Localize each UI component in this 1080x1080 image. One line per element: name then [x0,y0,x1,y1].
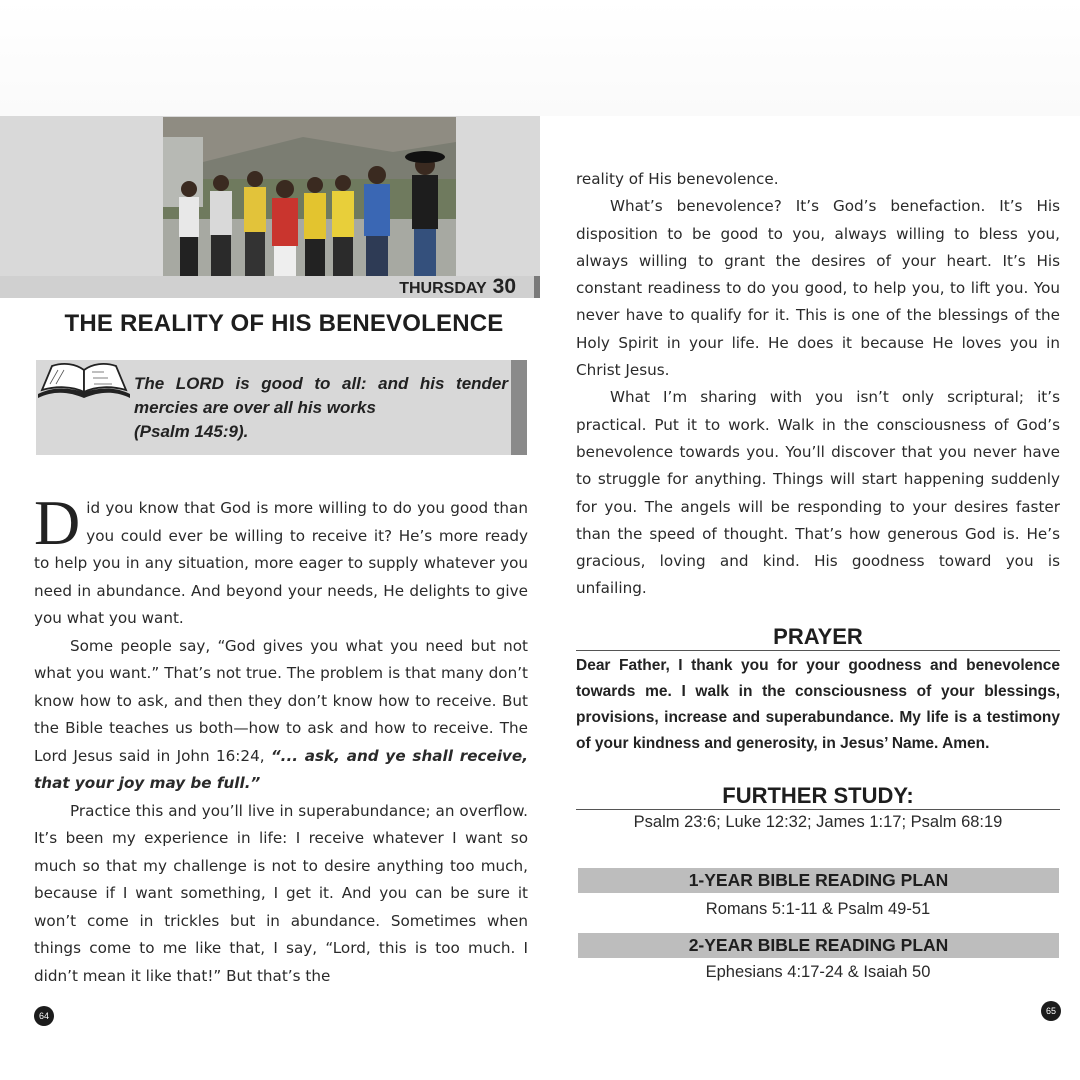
left-body-text [34,487,528,990]
two-year-plan-refs: Ephesians 4:17-24 & Isaiah 50 [705,963,931,981]
paragraph-2-text: Some people say, “God gives you what you need but not what you want.” That’s not true. The problem is that many don’t know how to ask, and then they don’t know how to receive. But the Bible teaches us both—how to ask and how to receive. The Lord Jesus said in John 16:24, [34,636,528,765]
verse-box-accent [511,360,527,455]
day-number: 30 [492,275,516,298]
further-study-refs: Psalm 23:6; Luke 12:32; James 1:17; Psalm 68:19 [633,813,1003,831]
group-photo [163,117,456,277]
right-body-text [576,166,1060,603]
devotional-title: THE REALITY OF HIS BENEVOLENCE [64,310,504,337]
prayer-heading: PRAYER [576,624,1060,651]
two-year-plan-heading: 2-YEAR BIBLE READING PLAN [578,933,1059,958]
verse-box [36,360,527,455]
open-bible-icon [36,360,132,404]
paragraph-5: What I’m sharing with you isn’t only scriptural; it’s practical. Put it to work. Walk in the consciousness of God’s benevolence towards you. You’ll discover that you never have to struggle for anything. Things will start happening suddenly for you. The angels will be responding to your desires faster than the speed of thought. That’s how generous God is. He’s gracious, loving and kind. His goodness toward you is unfailing. [576,388,1060,598]
further-study-heading: FURTHER STUDY: [576,783,1060,810]
one-year-plan-refs: Romans 5:1-11 & Psalm 49-51 [705,900,931,918]
paragraph-3-text: Practice this and you’ll live in superabundance; an overflow. It’s been my experience in life: I receive whatever I want so much so that my challenge is not to desire anything too much, because if I want something, I get it. And you can be sure it won’t come in trickles but in abundance. Sometimes when things come to me like that, I say, “Lord, this is too much. I didn’t mean it like that!” But that’s the [34,801,528,985]
day-band-accent [534,276,540,298]
verse-text [134,372,508,444]
paragraph-3 [34,798,528,991]
page-number-left: 64 [34,1006,54,1026]
paragraph-continued: reality of His benevolence. [576,170,779,188]
scripture-quote: “... ask, and ye shall receive, that your joy may be full.” [34,746,528,792]
one-year-plan-heading: 1-YEAR BIBLE READING PLAN [578,868,1059,893]
page-number-right: 65 [1041,1001,1061,1021]
paragraph-1-text: id you know that God is more willing to do you good than you could ever be willing to receive it? He’s more ready to help you in any situation, more eager to supply whatever you need in abundance. And beyond your needs, He delights to give you what you want. [34,499,528,627]
paragraph-4: What’s benevolence? It’s God’s benefaction. It’s His disposition to be good to you, always willing to bless you, always willing to grant the desires of your heart. It’s His constant readiness to do you good, to help you, to lift you. You never have to qualify for it. This is one of the blessings of the Holy Spirit in your life. He does it because He loves you in Christ Jesus. [576,197,1060,380]
top-margin [0,0,1080,116]
day-band [0,276,540,298]
drop-cap: D [34,487,81,558]
paragraph-2 [34,633,528,798]
verse-quote: The LORD is good to all: and his tender mercies are over all his works [134,374,508,417]
prayer-text: Dear Father, I thank you for your goodness and benevolence towards me. I walk in the consciousness of your blessings, provisions, increase and superabundance. My life is a testimony of your kindness and generosity, in Jesus’ Name. Amen. [576,657,1060,752]
day-name: THURSDAY [399,280,487,297]
day-label [399,276,516,298]
group-photo-illustration [163,117,456,277]
verse-reference: (Psalm 145:9). [134,422,249,441]
paragraph-1 [34,487,528,633]
